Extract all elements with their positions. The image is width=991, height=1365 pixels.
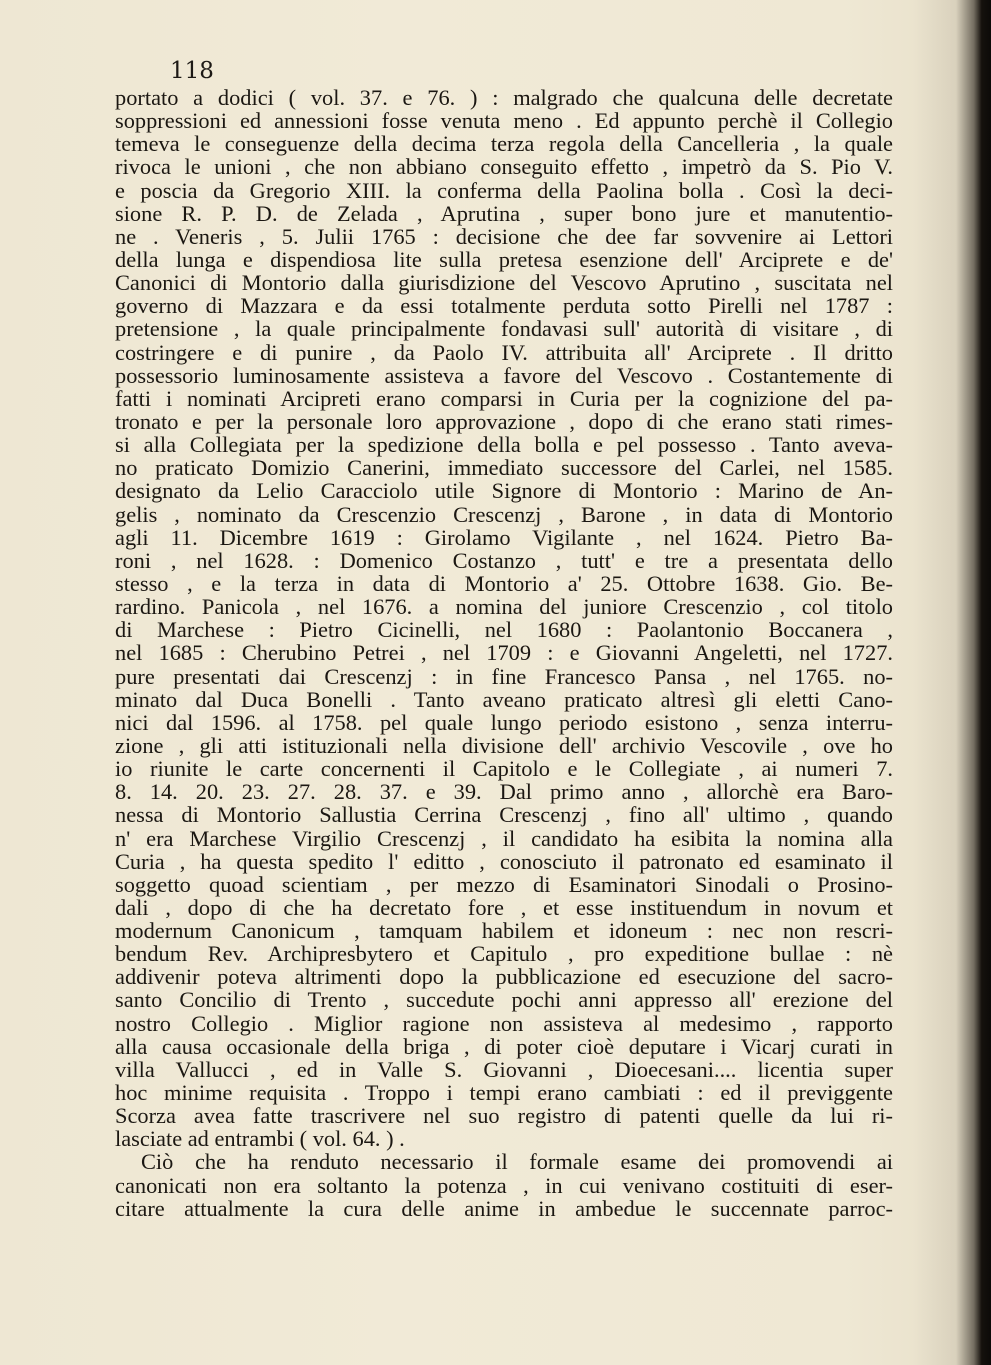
text-line: rardino. Panicola , nel 1676. a nomina del juniore Crescenzio , col titolo [115, 594, 893, 620]
text-line: e poscia da Gregorio XIII. la conferma della Paolina bolla . Così la deci- [115, 177, 893, 203]
text-line: lasciate ad entrambi ( vol. 64. ) . [115, 1126, 405, 1152]
text-line: addivenir poteva altrimenti dopo la pubblicazione ed esecuzione del sacro- [115, 964, 893, 990]
text-line: possessorio luminosamente assisteva a favore del Vescovo . Costantemente di [115, 362, 893, 388]
text-line: hoc minime requisita . Troppo i tempi erano cambiati : ed il previggente [115, 1080, 893, 1106]
text-line: della lunga e dispendiosa lite sulla pretesa esenzione dell' Arciprete e de' [115, 246, 893, 272]
text-line: sione R. P. D. de Zelada , Aprutina , super bono jure et manutentio- [115, 200, 893, 226]
text-line: alla causa occasionale della briga , di poter cioè deputare i Vicarj curati in [115, 1033, 893, 1059]
text-line: nici dal 1596. al 1758. pel quale lungo periodo esistono , senza interru- [115, 709, 893, 735]
text-line: tronato e per la personale loro approvazione , dopo di che erano stati rimes- [115, 408, 893, 434]
text-line: roni , nel 1628. : Domenico Costanzo , tutt' e tre a presentata dello [115, 547, 893, 573]
binding-shadow [913, 0, 991, 1365]
text-line: villa Vallucci , ed in Valle S. Giovanni , Dioecesani.... licentia super [115, 1056, 893, 1082]
text-line: canonicati non era soltanto la potenza , in cui venivano costituiti di eser- [115, 1172, 893, 1198]
text-line: nel 1685 : Cherubino Petrei , nel 1709 : e Giovanni Angeletti, nel 1727. [115, 640, 893, 666]
text-line: santo Concilio di Trento , succedute pochi anni appresso all' erezione del [115, 987, 893, 1013]
text-line: ne . Veneris , 5. Julii 1765 : decisione che dee far sovvenire ai Lettori [115, 223, 893, 249]
text-line: stesso , e la terza in data di Montorio a' 25. Ottobre 1638. Gio. Be- [115, 570, 893, 596]
text-line: dali , dopo di che ha decretato fore , et esse instituendum in novum et [115, 894, 893, 920]
page-number: 118 [170, 58, 214, 84]
text-line: temeva le conseguenze della decima terza regola della Cancelleria , la quale [115, 131, 893, 157]
text-line: portato a dodici ( vol. 37. e 76. ) : malgrado che qualcuna delle decretate [115, 85, 893, 110]
text-line: zione , gli atti istituzionali nella divisione dell' archivio Vescovile , ove ho [115, 732, 893, 758]
text-line: designato da Lelio Caracciolo utile Signore di Montorio : Marino de An- [115, 478, 893, 504]
text-line: agli 11. Dicembre 1619 : Girolamo Vigilante , nel 1624. Pietro Ba- [115, 524, 893, 550]
text-line: no praticato Domizio Canerini, immediato successore del Carlei, nel 1585. [115, 455, 893, 481]
text-line: governo di Mazzara e da essi totalmente perduta sotto Pirelli nel 1787 : [115, 293, 893, 319]
text-line: io riunite le carte concernenti il Capitolo e le Collegiate , ai numeri 7. [115, 756, 893, 782]
text-line: pretensione , la quale principalmente fondavasi sull' autorità di visitare , di [115, 316, 893, 342]
text-line: si alla Collegiata per la spedizione della bolla e pel possesso . Tanto aveva- [115, 432, 893, 458]
text-line: di Marchese : Pietro Cicinelli, nel 1680 : Paolantonio Boccanera , [115, 617, 893, 643]
text-line: gelis , nominato da Crescenzio Crescenzj , Barone , in data di Montorio [115, 501, 893, 527]
text-line: Scorza avea fatte trascrivere nel suo registro di patenti quelle da lui ri- [115, 1103, 893, 1129]
text-line: nessa di Montorio Sallustia Cerrina Crescenzj , fino all' ultimo , quando [115, 802, 893, 828]
text-line: soppressioni ed annessioni fosse venuta meno . Ed appunto perchè il Collegio [115, 108, 893, 134]
text-line: pure presentati dai Crescenzj : in fine Francesco Pansa , nel 1765. no- [115, 663, 893, 689]
text-line: soggetto quoad scientiam , per mezzo di Esaminatori Sinodali o Prosino- [115, 871, 893, 897]
text-line: citare attualmente la cura delle anime in ambedue le succennate parroc- [115, 1195, 893, 1221]
text-line: bendum Rev. Archipresbytero et Capitulo , pro expeditione bullae : nè [115, 941, 893, 967]
text-line: n' era Marchese Virgilio Crescenzj , il candidato ha esibita la nomina alla [115, 825, 893, 851]
text-line: 8. 14. 20. 23. 27. 28. 37. e 39. Dal primo anno , allorchè era Baro- [115, 779, 893, 805]
text-line: nostro Collegio . Miglior ragione non assisteva al medesimo , rapporto [115, 1010, 893, 1036]
text-line: Canonici di Montorio dalla giurisdizione del Vescovo Aprutino , suscitata nel [115, 270, 893, 296]
text-line: rivoca le unioni , che non abbiano conseguito effetto , impetrò da S. Pio V. [115, 154, 893, 180]
text-line: fatti i nominati Arcipreti erano comparsi in Curia per la cognizione del pa- [115, 385, 893, 411]
body-text [115, 86, 893, 1220]
text-line: modernum Canonicum , tamquam habilem et idoneum : nec non rescri- [115, 918, 893, 944]
text-line: Ciò che ha renduto necessario il formale esame dei promovendi ai [141, 1149, 893, 1175]
text-line: Curia , ha questa spedito l' editto , conosciuto il patronato ed esaminato il [115, 848, 893, 874]
text-line: costringere e di punire , da Paolo IV. attribuita all' Arciprete . Il dritto [115, 339, 893, 365]
text-line: minato dal Duca Bonelli . Tanto aveano praticato altresì gli eletti Cano- [115, 686, 893, 712]
